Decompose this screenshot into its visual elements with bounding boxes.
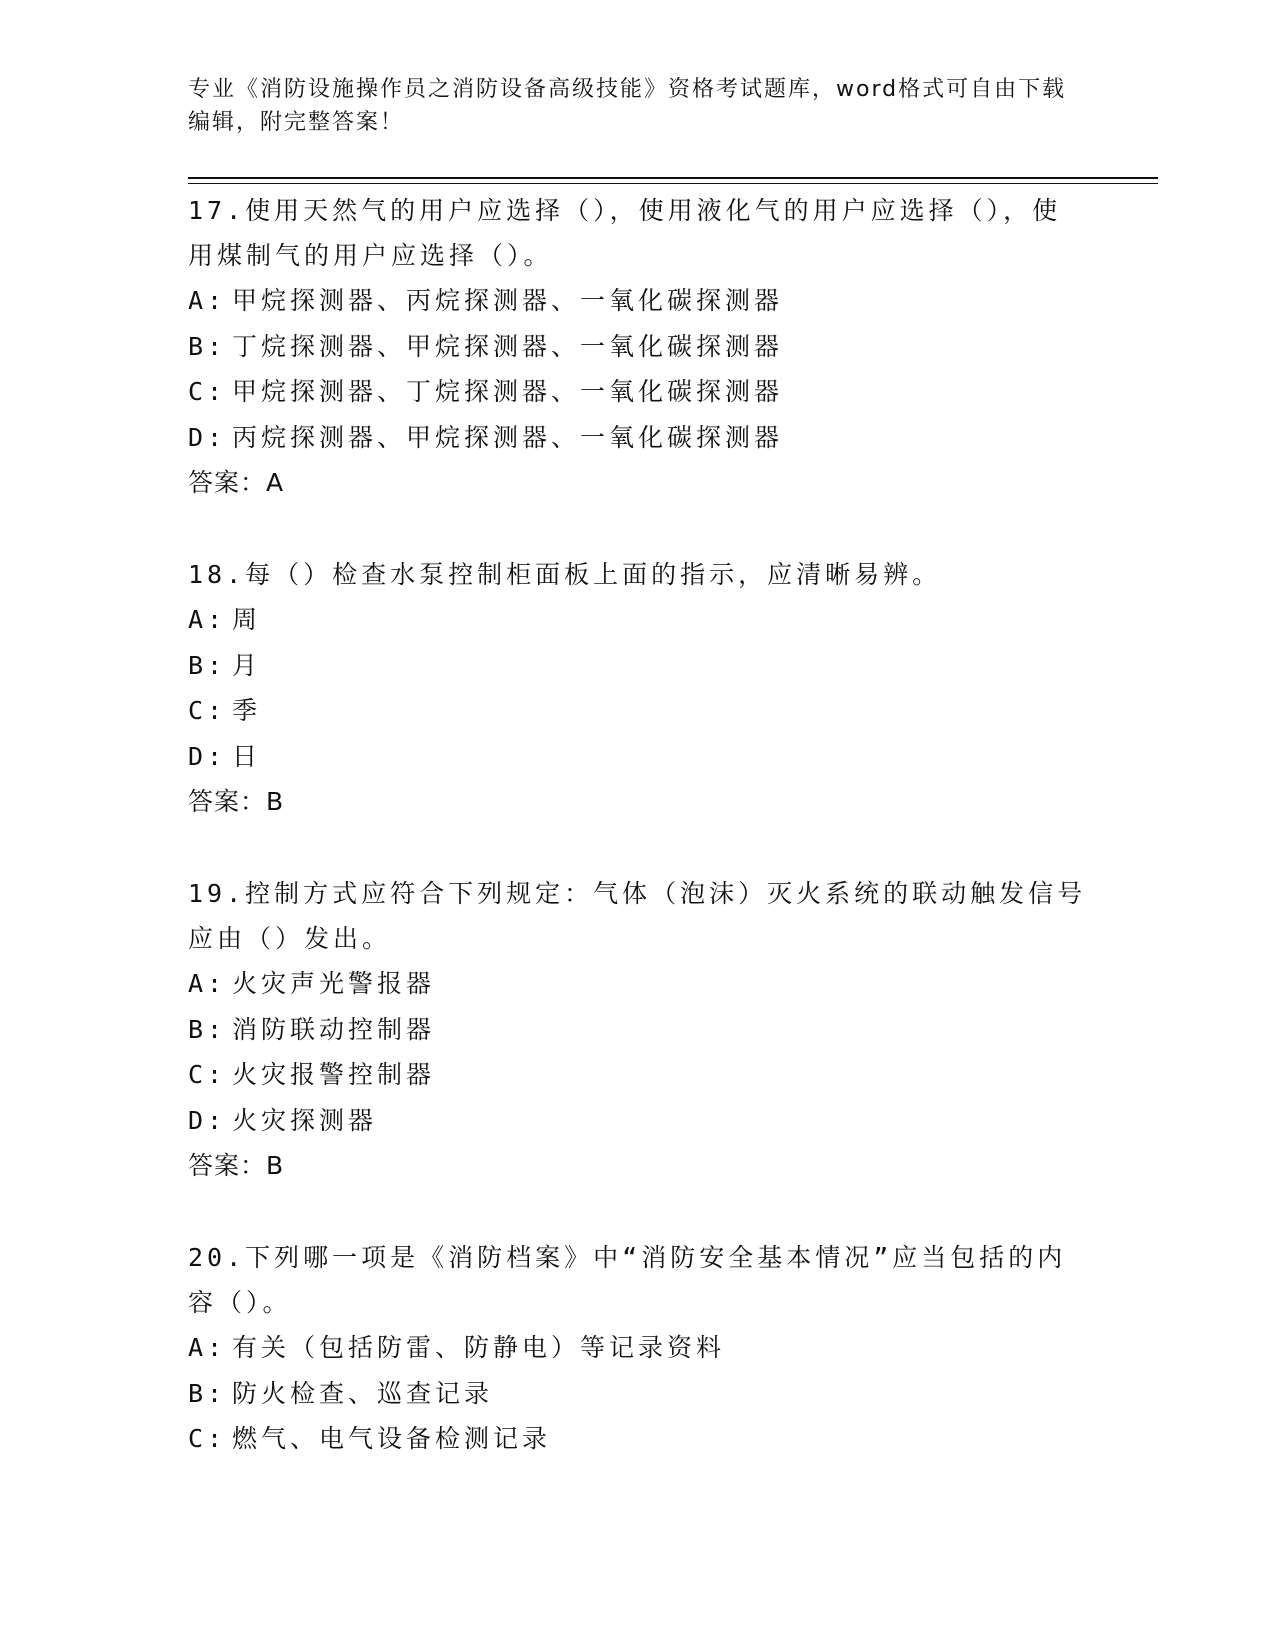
option-key: C: <box>188 1060 227 1089</box>
option-b <box>188 1007 1088 1053</box>
option-c <box>188 1052 1088 1098</box>
option-b <box>188 1371 1088 1417</box>
option-text: 甲烷探测器、丙烷探测器、一氧化碳探测器 <box>232 286 784 315</box>
question-17 <box>188 188 1088 505</box>
answer-line: 答案：B <box>188 1151 285 1180</box>
option-text: 日 <box>232 741 262 771</box>
question-list <box>188 188 1088 1509</box>
option-b <box>188 643 1088 689</box>
option-key: A: <box>188 605 227 634</box>
option-text: 有关（包括防雷、防静电）等记录资料 <box>232 1333 726 1362</box>
option-key: B: <box>188 331 227 361</box>
option-d <box>188 734 1088 780</box>
question-stem: 18.每（）检查水泵控制柜面板上面的指示，应清晰易辨。 <box>188 560 942 589</box>
option-a <box>188 1325 1088 1371</box>
option-a <box>188 961 1088 1007</box>
question-19 <box>188 871 1088 1188</box>
option-key: A: <box>188 1333 227 1362</box>
option-text: 防火检查、巡查记录 <box>232 1378 494 1408</box>
option-text: 燃气、电气设备检测记录 <box>232 1424 552 1453</box>
option-text: 火灾报警控制器 <box>232 1060 436 1089</box>
answer-line: 答案：B <box>188 787 285 816</box>
question-stem: 17.使用天然气的用户应选择（），使用液化气的用户应选择（），使用煤制气的用户应选择（）。 <box>188 196 1062 270</box>
question-20 <box>188 1235 1088 1462</box>
option-key: C: <box>188 1424 227 1453</box>
header-divider-thick <box>188 177 1158 179</box>
option-a <box>188 278 1088 324</box>
option-key: D: <box>188 422 227 452</box>
option-c <box>188 688 1088 734</box>
option-key: B: <box>188 1378 227 1408</box>
option-c <box>188 369 1088 415</box>
option-key: A: <box>188 969 227 998</box>
option-key: C: <box>188 377 227 406</box>
option-d <box>188 415 1088 461</box>
question-stem: 19.控制方式应符合下列规定：气体（泡沫）灭火系统的联动触发信号应由（）发出。 <box>188 879 1087 953</box>
question-stem: 20.下列哪一项是《消防档案》中“消防安全基本情况”应当包括的内容（）。 <box>188 1243 1067 1317</box>
option-key: C: <box>188 696 227 725</box>
option-key: B: <box>188 650 227 680</box>
option-text: 甲烷探测器、丁烷探测器、一氧化碳探测器 <box>232 377 784 406</box>
option-text: 周 <box>232 605 262 634</box>
option-key: D: <box>188 1105 227 1135</box>
document-header: 专业《消防设施操作员之消防设备高级技能》资格考试题库，word格式可自由下载编辑，附完整答案！ <box>188 77 1067 135</box>
option-d <box>188 1098 1088 1144</box>
option-text: 丙烷探测器、甲烷探测器、一氧化碳探测器 <box>232 422 784 452</box>
option-b <box>188 324 1088 370</box>
option-key: B: <box>188 1014 227 1044</box>
question-18 <box>188 552 1088 824</box>
option-text: 消防联动控制器 <box>232 1014 436 1044</box>
option-key: A: <box>188 286 227 315</box>
option-text: 季 <box>232 696 262 725</box>
option-a <box>188 597 1088 643</box>
option-text: 丁烷探测器、甲烷探测器、一氧化碳探测器 <box>232 331 784 361</box>
option-text: 火灾声光警报器 <box>232 969 436 998</box>
option-key: D: <box>188 741 227 771</box>
header-divider-thin <box>188 183 1158 184</box>
option-c <box>188 1416 1088 1462</box>
option-text: 火灾探测器 <box>232 1105 378 1135</box>
answer-line: 答案：A <box>188 468 285 497</box>
option-text: 月 <box>232 650 262 680</box>
